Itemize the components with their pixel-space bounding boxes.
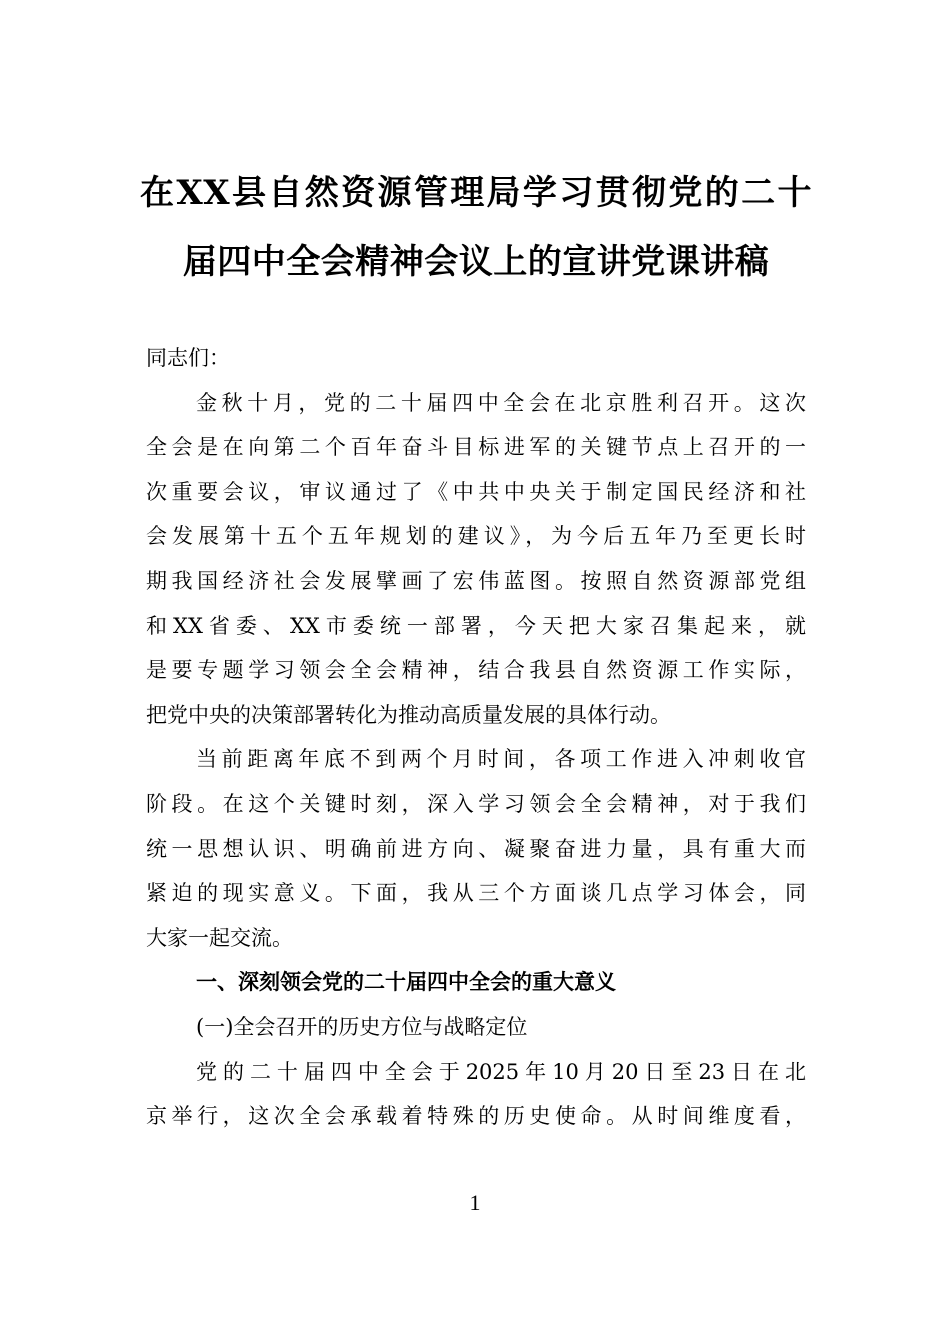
page-number: 1 (469, 1190, 481, 1215)
paragraph-line: 次重要会议，审议通过了《中共中央关于制定国民经济和社 (146, 479, 806, 504)
paragraph-line: 期我国经济社会发展擘画了宏伟蓝图。按照自然资源部党组 (146, 568, 806, 593)
subsection-heading: (一)全会召开的历史方位与战略定位 (196, 1014, 528, 1039)
salutation: 同志们： (146, 346, 230, 370)
paragraph-line: 京举行，这次全会承载着特殊的历史使命。从时间维度看， (146, 1104, 806, 1129)
paragraph-line: 和XX省委、XX市委统一部署，今天把大家召集起来，就 (146, 613, 806, 638)
paragraph-line: 紧迫的现实意义。下面，我从三个方面谈几点学习体会，同 (146, 881, 806, 906)
paragraph-line: 统一思想认识、明确前进方向、凝聚奋进力量，具有重大而 (146, 836, 806, 861)
document-title-line-1: 在XX县自然资源管理局学习贯彻党的二十 (140, 173, 812, 213)
paragraph-line: 会发展第十五个五年规划的建议》，为今后五年乃至更长时 (146, 524, 806, 549)
paragraph-line: 是要专题学习领会全会精神，结合我县自然资源工作实际， (146, 658, 806, 683)
document-title-line-2: 届四中全会精神会议上的宣讲党课讲稿 (182, 242, 770, 282)
document-body (146, 336, 806, 1139)
paragraph-line: 阶段。在这个关键时刻，深入学习领会全会精神，对于我们 (146, 791, 806, 816)
paragraph-line: 当前距离年底不到两个月时间，各项工作进入冲刺收官 (196, 747, 806, 772)
paragraph-line: 把党中央的决策部署转化为推动高质量发展的具体行动。 (146, 702, 671, 727)
paragraph-line: 金秋十月，党的二十届四中全会在北京胜利召开。这次 (196, 390, 806, 415)
section-heading: 一、深刻领会党的二十届四中全会的重大意义 (196, 970, 616, 995)
paragraph-line: 全会是在向第二个百年奋斗目标进军的关键节点上召开的一 (146, 435, 806, 460)
paragraph-line: 党的二十届四中全会于2025年10月20日至23日在北 (196, 1059, 806, 1084)
paragraph-line: 大家一起交流。 (146, 925, 293, 950)
